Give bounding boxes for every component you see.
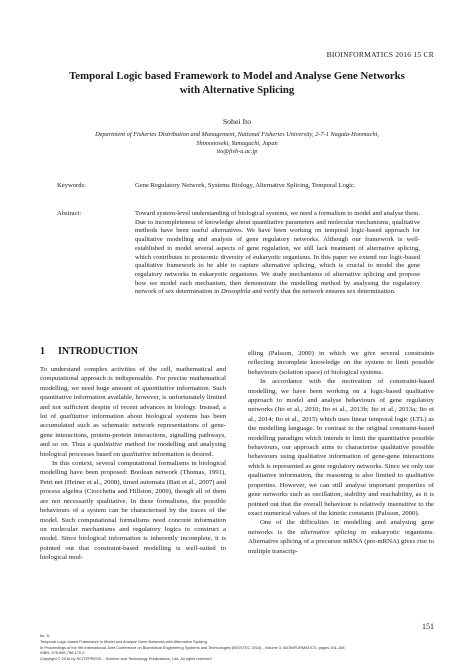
text-run: One of the difficulties in modelling and analysing gene networks is the: [248, 519, 434, 536]
title-line-2: with Alternative Splicing: [179, 84, 295, 96]
abstract-text: [135, 210, 420, 297]
keywords-text: Gene Regulatory Network, Systems Biology, Alternative Splicing, Temporal Logic.: [135, 182, 356, 189]
author-email[interactable]: ito@fish-u.ac.jp: [216, 148, 258, 156]
intro-paragraph-2: In this context, several computational formalisms in biological modelling have been proposed: Boolean network (Thomas, 1991), Petri net (Heiner et al., 2008), timed automata (Batt et al., 2007) and process algebra (Ciocchetta and Hillston, 2009), though all of them are not necessarily qualitative. In these formalisms, the possible behaviours of a system can be characterised by the traces of the model. Such computational formalisms need concrete information on molecular mechanisms and regulatory logics to construct a model. Since biological information is inherently incomplete, it is pointed out that constraint-based modelling is well-suited in biological mod-: [40, 460, 226, 562]
intro-paragraph-3: elling (Palsson, 2000) in which we give several constraints reflecting incomplete knowledge on the system to limit possible behaviours (solution space) of biological systems.: [248, 350, 434, 376]
right-column: [248, 349, 434, 556]
text-run: To understand complex activities of the cell, mathematical and computational approach is indispensable. For precise mathematical modelling, we need huge amount of: [40, 366, 226, 392]
section-heading: [40, 346, 138, 357]
keywords-label: Keywords:: [57, 182, 86, 189]
author-affiliation: [40, 131, 434, 157]
intro-paragraph-1: [40, 365, 226, 459]
abstract-body: Toward system-level understanding of biological systems, we need a formalism to model and analyse them. Due to incompleteness of knowledge about quantitative parameters and molecular mechanisms, qualitative methods have been useful alternatives. We have been working on temporal logic-based approach for qualitative modelling and analysis of gene regulatory networks. Although our framework is well-established to model several aspects of gene regulation, we still lack treatment of alternative splicing, which contributes to proteomic diversity of eukaryotic organisms. In this paper we extend our logic-based qualitative framework to be able to capture alternative splicing, which is crucial to model the gene regulatory networks in eukaryotic organisms. We study mechanisms of alternative splicing and propose how we model each mechanism, then demonstrate the modelling method by analysing the regulatory network of sex determination in: [135, 210, 420, 296]
emphasis-text: alternative splicing: [300, 528, 357, 536]
running-header: BIOINFORMATICS 2016 15 CR: [326, 50, 434, 59]
left-column: [40, 365, 226, 563]
abstract-body-end: and verify that the network ensures sex determination.: [252, 288, 396, 296]
footer-title: Temporal Logic based Framework to Model and Analyse Gene Networks with Alternative Splicing.: [40, 638, 208, 644]
footer-proceedings: In Proceedings of the 9th International Joint Conference on Biomedical Engineering Systems and Technologies (BIOSTEC 2016) - Volume 3: BIOINFORMATICS, pages 151-158: [40, 644, 345, 650]
abstract-species: Drosophila: [220, 288, 251, 296]
emphasis-text: qualitative: [93, 441, 123, 449]
citation-footer: [40, 633, 440, 662]
text-run: information about biological systems has been accumulated such as schematic network representations of gene-gene interactions, protein-protein interactions, signalling pathways, and so on. Thus a: [40, 413, 227, 449]
text-run: information. Such quantitative information available, however, is unfortunately limited and not sufficient despite of recent advances in biology. Instead, a lot of: [40, 384, 227, 421]
section-title: INTRODUCTION: [58, 346, 139, 357]
text-run: method for modelling and analysing biological processes based on: [40, 441, 227, 458]
footer-copyright: Copyright © 2016 by SCITEPRESS – Science and Technology Publications, Lda. All rights reserved: [40, 656, 212, 662]
author-name: Sohei Ito: [222, 117, 252, 126]
emphasis-text: quantitative: [142, 384, 175, 392]
affiliation-line-2: Shimonoseki, Yamaguchi, Japan: [196, 139, 278, 147]
emphasis-text: qualitative: [121, 450, 151, 458]
intro-paragraph-5: [248, 518, 434, 556]
footer-author: Ito, S.: [40, 633, 51, 638]
text-run: in eukaryotic organisms. Alternative splicing of a precursor mRNA (pre-mRNA) gives rise to multiple transcrip-: [248, 528, 435, 555]
affiliation-line-1: Department of Fisheries Distribution and Management, National Fisheries University, 2-7-1 Nagata-Honmachi,: [95, 131, 379, 138]
abstract-label: Abstract:: [57, 210, 82, 217]
emphasis-text: qualitative: [59, 413, 89, 421]
footer-isbn: ISBN: 978-989-758-170-0: [40, 650, 85, 656]
section-number: 1: [40, 346, 45, 357]
paper-title: [40, 69, 434, 97]
text-run: information is desired.: [152, 450, 214, 458]
intro-paragraph-4: In accordance with the motivation of constraint-based modelling, we have been working on a logic-based qualitative approach to model and analyse behaviours of gene regulatory networks (Ito et al., 2010; Ito et al., 2013b; Ito et al., 2013a; Ito et al., 2014; Ito et al., 2015) which uses linear temporal logic (LTL) as the modelling language. In contrast to the original constraint-based modelling paradigm which intends to limit the quantitative possible behaviours, our approach aims to characterise qualitative possible behaviours using qualitative information of gene-gene interactions which is represented as gene regulatory networks. Since we only use qualitative information, the reasoning is also limited to qualitative properties. However, we can still analyse important properties of gene networks such as oscillation, stability and reachability, as it is pointed out that the overall behaviour is relatively insensitive to the exact numerical values of the kinetic constants (Palsson, 2000).: [248, 378, 434, 517]
title-line-1: Temporal Logic based Framework to Model and Analyse Gene Networks: [69, 70, 405, 82]
page-number: 151: [422, 622, 434, 631]
